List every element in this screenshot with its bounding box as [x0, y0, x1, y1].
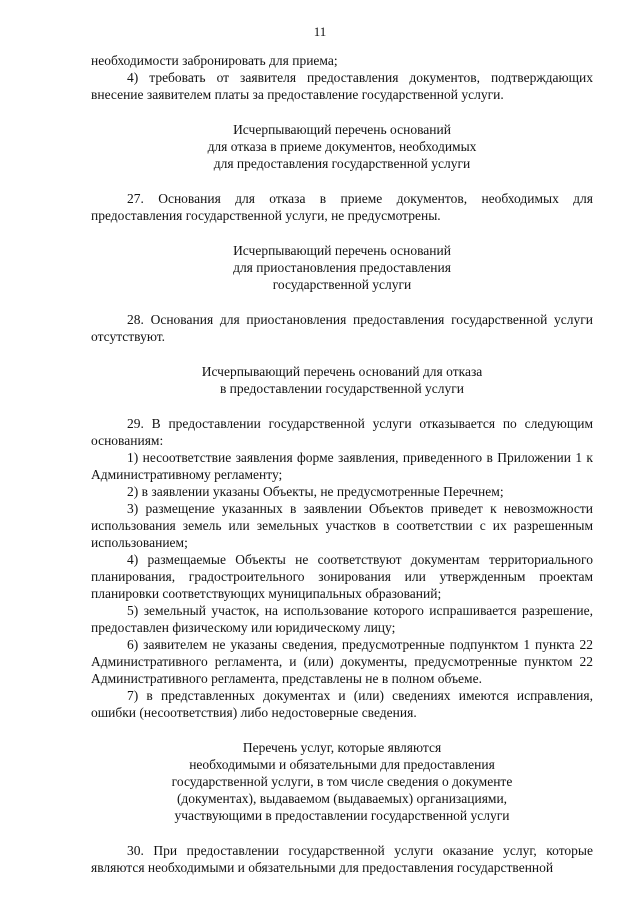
heading-line: государственной услуги, в том числе сведения о документе: [171, 774, 513, 789]
heading-line: участвующими в предоставлении государственной услуги: [174, 808, 510, 823]
paragraph: 6) заявителем не указаны сведения, предусмотренные подпунктом 1 пункта 22 Административного регламента, и (или) документы, предусмотренные пунктом 22 Административного регламента, представлены не в полном объеме.: [91, 637, 593, 686]
section-heading: [91, 739, 593, 824]
heading-line: Исчерпывающий перечень оснований для отказа: [201, 364, 483, 379]
page-number: 11: [313, 24, 327, 39]
paragraph: 5) земельный участок, на использование которого испрашивается разрешение, предоставлен физическому или юридическому лицу;: [91, 603, 593, 635]
heading-line: для приостановления предоставления: [233, 260, 451, 275]
paragraph: 1) несоответствие заявления форме заявления, приведенного в Приложении 1 к Административному регламенту;: [91, 450, 593, 482]
heading-line: в предоставлении государственной услуги: [219, 381, 465, 396]
paragraph: 27. Основания для отказа в приеме документов, необходимых для предоставления государственной услуги, не предусмотрены.: [91, 191, 593, 223]
paragraph: 4) размещаемые Объекты не соответствуют документам территориального планирования, градостроительного зонирования или утвержденным проектам планировки соответствующих муниципальных образований;: [91, 552, 593, 601]
section-heading: [91, 242, 593, 293]
heading-line: Исчерпывающий перечень оснований: [233, 243, 451, 258]
paragraph: 30. При предоставлении государственной услуги оказание услуг, которые являются необходимыми и обязательными для предоставления государственной: [91, 843, 593, 875]
heading-line: (документах), выдаваемом (выдаваемых) организациями,: [176, 791, 508, 806]
heading-line: государственной услуги: [272, 277, 412, 292]
paragraph: 28. Основания для приостановления предоставления государственной услуги отсутствуют.: [91, 312, 593, 344]
heading-line: для предоставления государственной услуги: [213, 156, 471, 171]
paragraph: 2) в заявлении указаны Объекты, не предусмотренные Перечнем;: [127, 484, 504, 499]
section-heading: [91, 363, 593, 397]
heading-line: Перечень услуг, которые являются: [242, 740, 442, 755]
heading-line: необходимыми и обязательными для предоставления: [189, 757, 495, 772]
paragraph: 29. В предоставлении государственной услуги отказывается по следующим основаниям:: [91, 416, 593, 448]
continued-text: необходимости забронировать для приема;: [91, 53, 338, 68]
paragraph: 3) размещение указанных в заявлении Объектов приведет к невозможности использования земель или земельных участков в соответствии с их разрешенным использованием;: [91, 501, 593, 550]
paragraph: 4) требовать от заявителя предоставления документов, подтверждающих внесение заявителем платы за предоставление государственной услуги.: [91, 70, 593, 102]
heading-line: для отказа в приеме документов, необходимых: [207, 139, 477, 154]
paragraph: 7) в представленных документах и (или) сведениях имеются исправления, ошибки (несоответствия) либо недостоверные сведения.: [91, 688, 593, 720]
document-body: [91, 52, 593, 876]
section-heading: [91, 121, 593, 172]
heading-line: Исчерпывающий перечень оснований: [233, 122, 451, 137]
